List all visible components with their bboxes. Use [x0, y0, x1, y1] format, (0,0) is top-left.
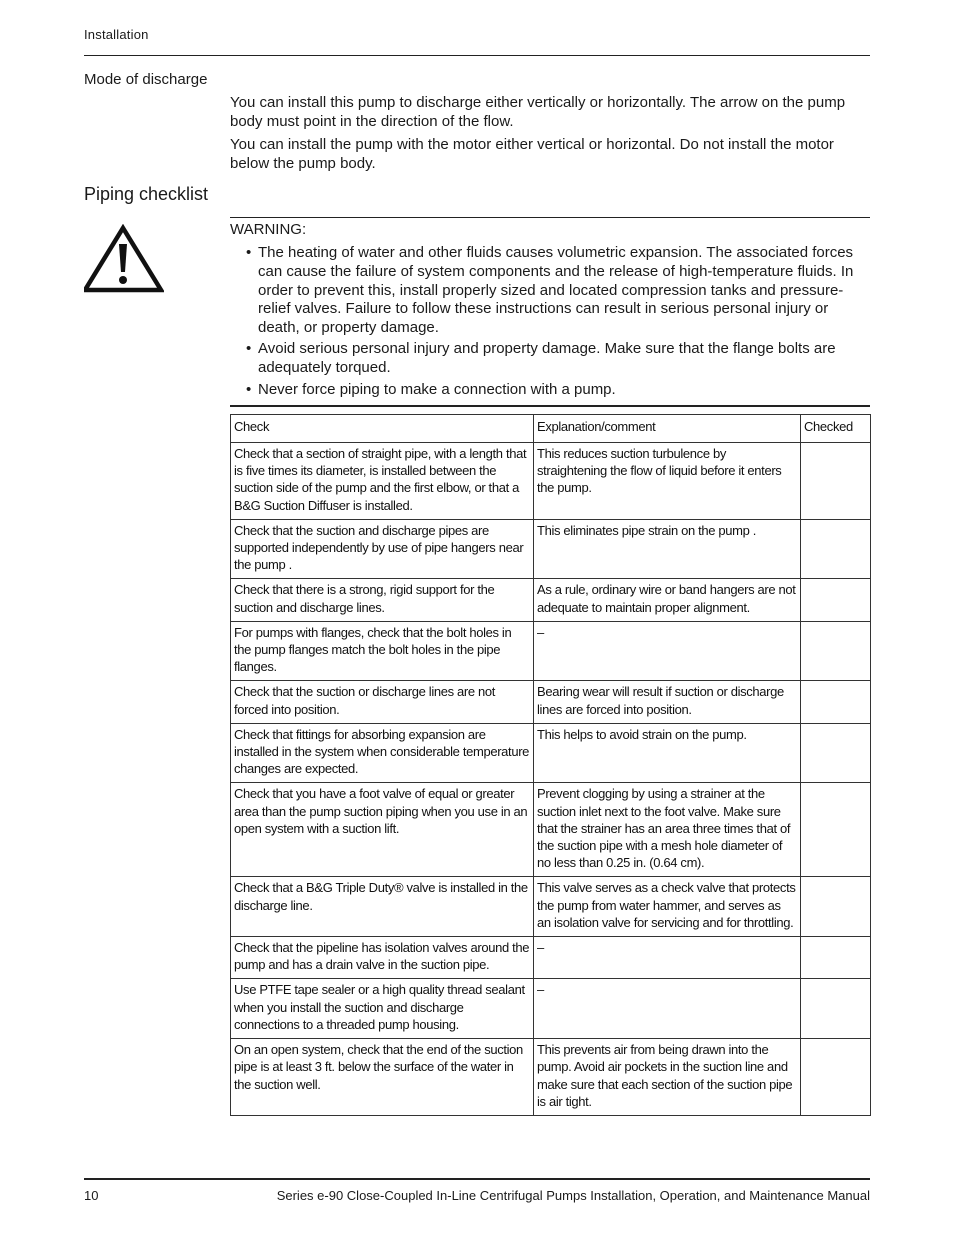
check-cell: Check that there is a strong, rigid support for the suction and discharge lines.	[231, 579, 534, 621]
checked-cell[interactable]	[801, 937, 871, 979]
warning-top-rule	[230, 217, 870, 218]
check-cell: Check that fittings for absorbing expansion are installed in the system when considerable temperature changes are expected.	[231, 723, 534, 783]
manual-title: Series e-90 Close-Coupled In-Line Centrifugal Pumps Installation, Operation, and Maintenance Manual	[276, 1188, 870, 1203]
mode-of-discharge-heading: Mode of discharge	[84, 71, 208, 88]
table-row	[231, 979, 871, 1039]
warning-list	[230, 244, 860, 402]
warning-item: • The heating of water and other fluids causes volumetric expansion. The associated forces can cause the failure of system components and the release of high-temperature fluids. In order to prevent this, install properly sized and located compression tanks and pressure-relief valves. Failure to follow these instructions can result in serious personal injury or death, or property damage.	[230, 244, 860, 338]
discharge-paragraph-2: You can install the pump with the motor either vertical or horizontal. Do not install the motor below the pump body.	[230, 136, 834, 172]
running-header: Installation	[84, 27, 149, 42]
explanation-cell: As a rule, ordinary wire or band hangers are not adequate to maintain proper alignment.	[534, 579, 801, 621]
explanation-cell: –	[534, 937, 801, 979]
check-cell: Check that a B&G Triple Duty® valve is installed in the discharge line.	[231, 877, 534, 937]
check-cell: Check that the suction or discharge lines are not forced into position.	[231, 681, 534, 723]
footer-rule	[84, 1178, 870, 1180]
table-row	[231, 877, 871, 937]
checked-cell[interactable]	[801, 681, 871, 723]
column-header-check: Check	[231, 415, 534, 443]
warning-item: • Never force piping to make a connection with a pump.	[230, 381, 860, 400]
check-cell: Check that you have a foot valve of equal or greater area than the pump suction piping when you use in an open system with a suction lift.	[231, 783, 534, 877]
checked-cell[interactable]	[801, 723, 871, 783]
check-cell: On an open system, check that the end of the suction pipe is at least 3 ft. below the surface of the water in the suction well.	[231, 1039, 534, 1116]
table-header-row	[231, 415, 871, 443]
table-row	[231, 723, 871, 783]
check-cell: Use PTFE tape sealer or a high quality thread sealant when you install the suction and discharge connections to a threaded pump housing.	[231, 979, 534, 1039]
header-rule	[84, 55, 870, 56]
explanation-cell: This helps to avoid strain on the pump.	[534, 723, 801, 783]
explanation-cell: Bearing wear will result if suction or discharge lines are forced into position.	[534, 681, 801, 723]
check-cell: Check that the suction and discharge pipes are supported independently by use of pipe hangers near the pump .	[231, 519, 534, 579]
checked-cell[interactable]	[801, 877, 871, 937]
warning-bottom-rule	[230, 405, 870, 407]
table-row	[231, 579, 871, 621]
check-cell: For pumps with flanges, check that the bolt holes in the pump flanges match the bolt holes in the pipe flanges.	[231, 621, 534, 681]
check-cell: Check that a section of straight pipe, with a length that is five times its diameter, is installed between the suction side of the pump and the first elbow, or that a B&G Suction Diffuser is installed.	[231, 443, 534, 520]
explanation-cell: This eliminates pipe strain on the pump .	[534, 519, 801, 579]
table-row	[231, 681, 871, 723]
table-row	[231, 621, 871, 681]
checked-cell[interactable]	[801, 783, 871, 877]
warning-item: • Avoid serious personal injury and property damage. Make sure that the flange bolts are adequately torqued.	[230, 340, 860, 378]
warning-label: WARNING:	[230, 221, 307, 238]
explanation-cell: This reduces suction turbulence by straightening the flow of liquid before it enters the pump.	[534, 443, 801, 520]
table-row	[231, 519, 871, 579]
piping-checklist-heading: Piping checklist	[84, 184, 209, 204]
checked-cell[interactable]	[801, 579, 871, 621]
warning-triangle-icon	[84, 224, 164, 294]
table-row	[231, 783, 871, 877]
table-row	[231, 1039, 871, 1116]
explanation-cell: –	[534, 979, 801, 1039]
checked-cell[interactable]	[801, 1039, 871, 1116]
check-cell: Check that the pipeline has isolation valves around the pump and has a drain valve in the suction pipe.	[231, 937, 534, 979]
column-header-checked: Checked	[801, 415, 871, 443]
checked-cell[interactable]	[801, 621, 871, 681]
explanation-cell: This prevents air from being drawn into the pump. Avoid air pockets in the suction line and make sure that each section of the suction pipe is air tight.	[534, 1039, 801, 1116]
discharge-paragraph-1: You can install this pump to discharge either vertically or horizontally. The arrow on the pump body must point in the direction of the flow.	[230, 94, 846, 130]
checked-cell[interactable]	[801, 519, 871, 579]
checked-cell[interactable]	[801, 443, 871, 520]
explanation-cell: –	[534, 621, 801, 681]
checked-cell[interactable]	[801, 979, 871, 1039]
explanation-cell: Prevent clogging by using a strainer at the suction inlet next to the foot valve. Make sure that the strainer has an area three times that of the suction pipe with a mesh hole diameter of no less than 0.25 in. (0.64 cm).	[534, 783, 801, 877]
piping-checklist-table	[230, 414, 871, 1116]
page-number: 10	[84, 1188, 99, 1203]
column-header-explanation: Explanation/comment	[534, 415, 801, 443]
table-row	[231, 937, 871, 979]
table-row	[231, 443, 871, 520]
explanation-cell: This valve serves as a check valve that protects the pump from water hammer, and serves as an isolation valve for servicing and for throttling.	[534, 877, 801, 937]
